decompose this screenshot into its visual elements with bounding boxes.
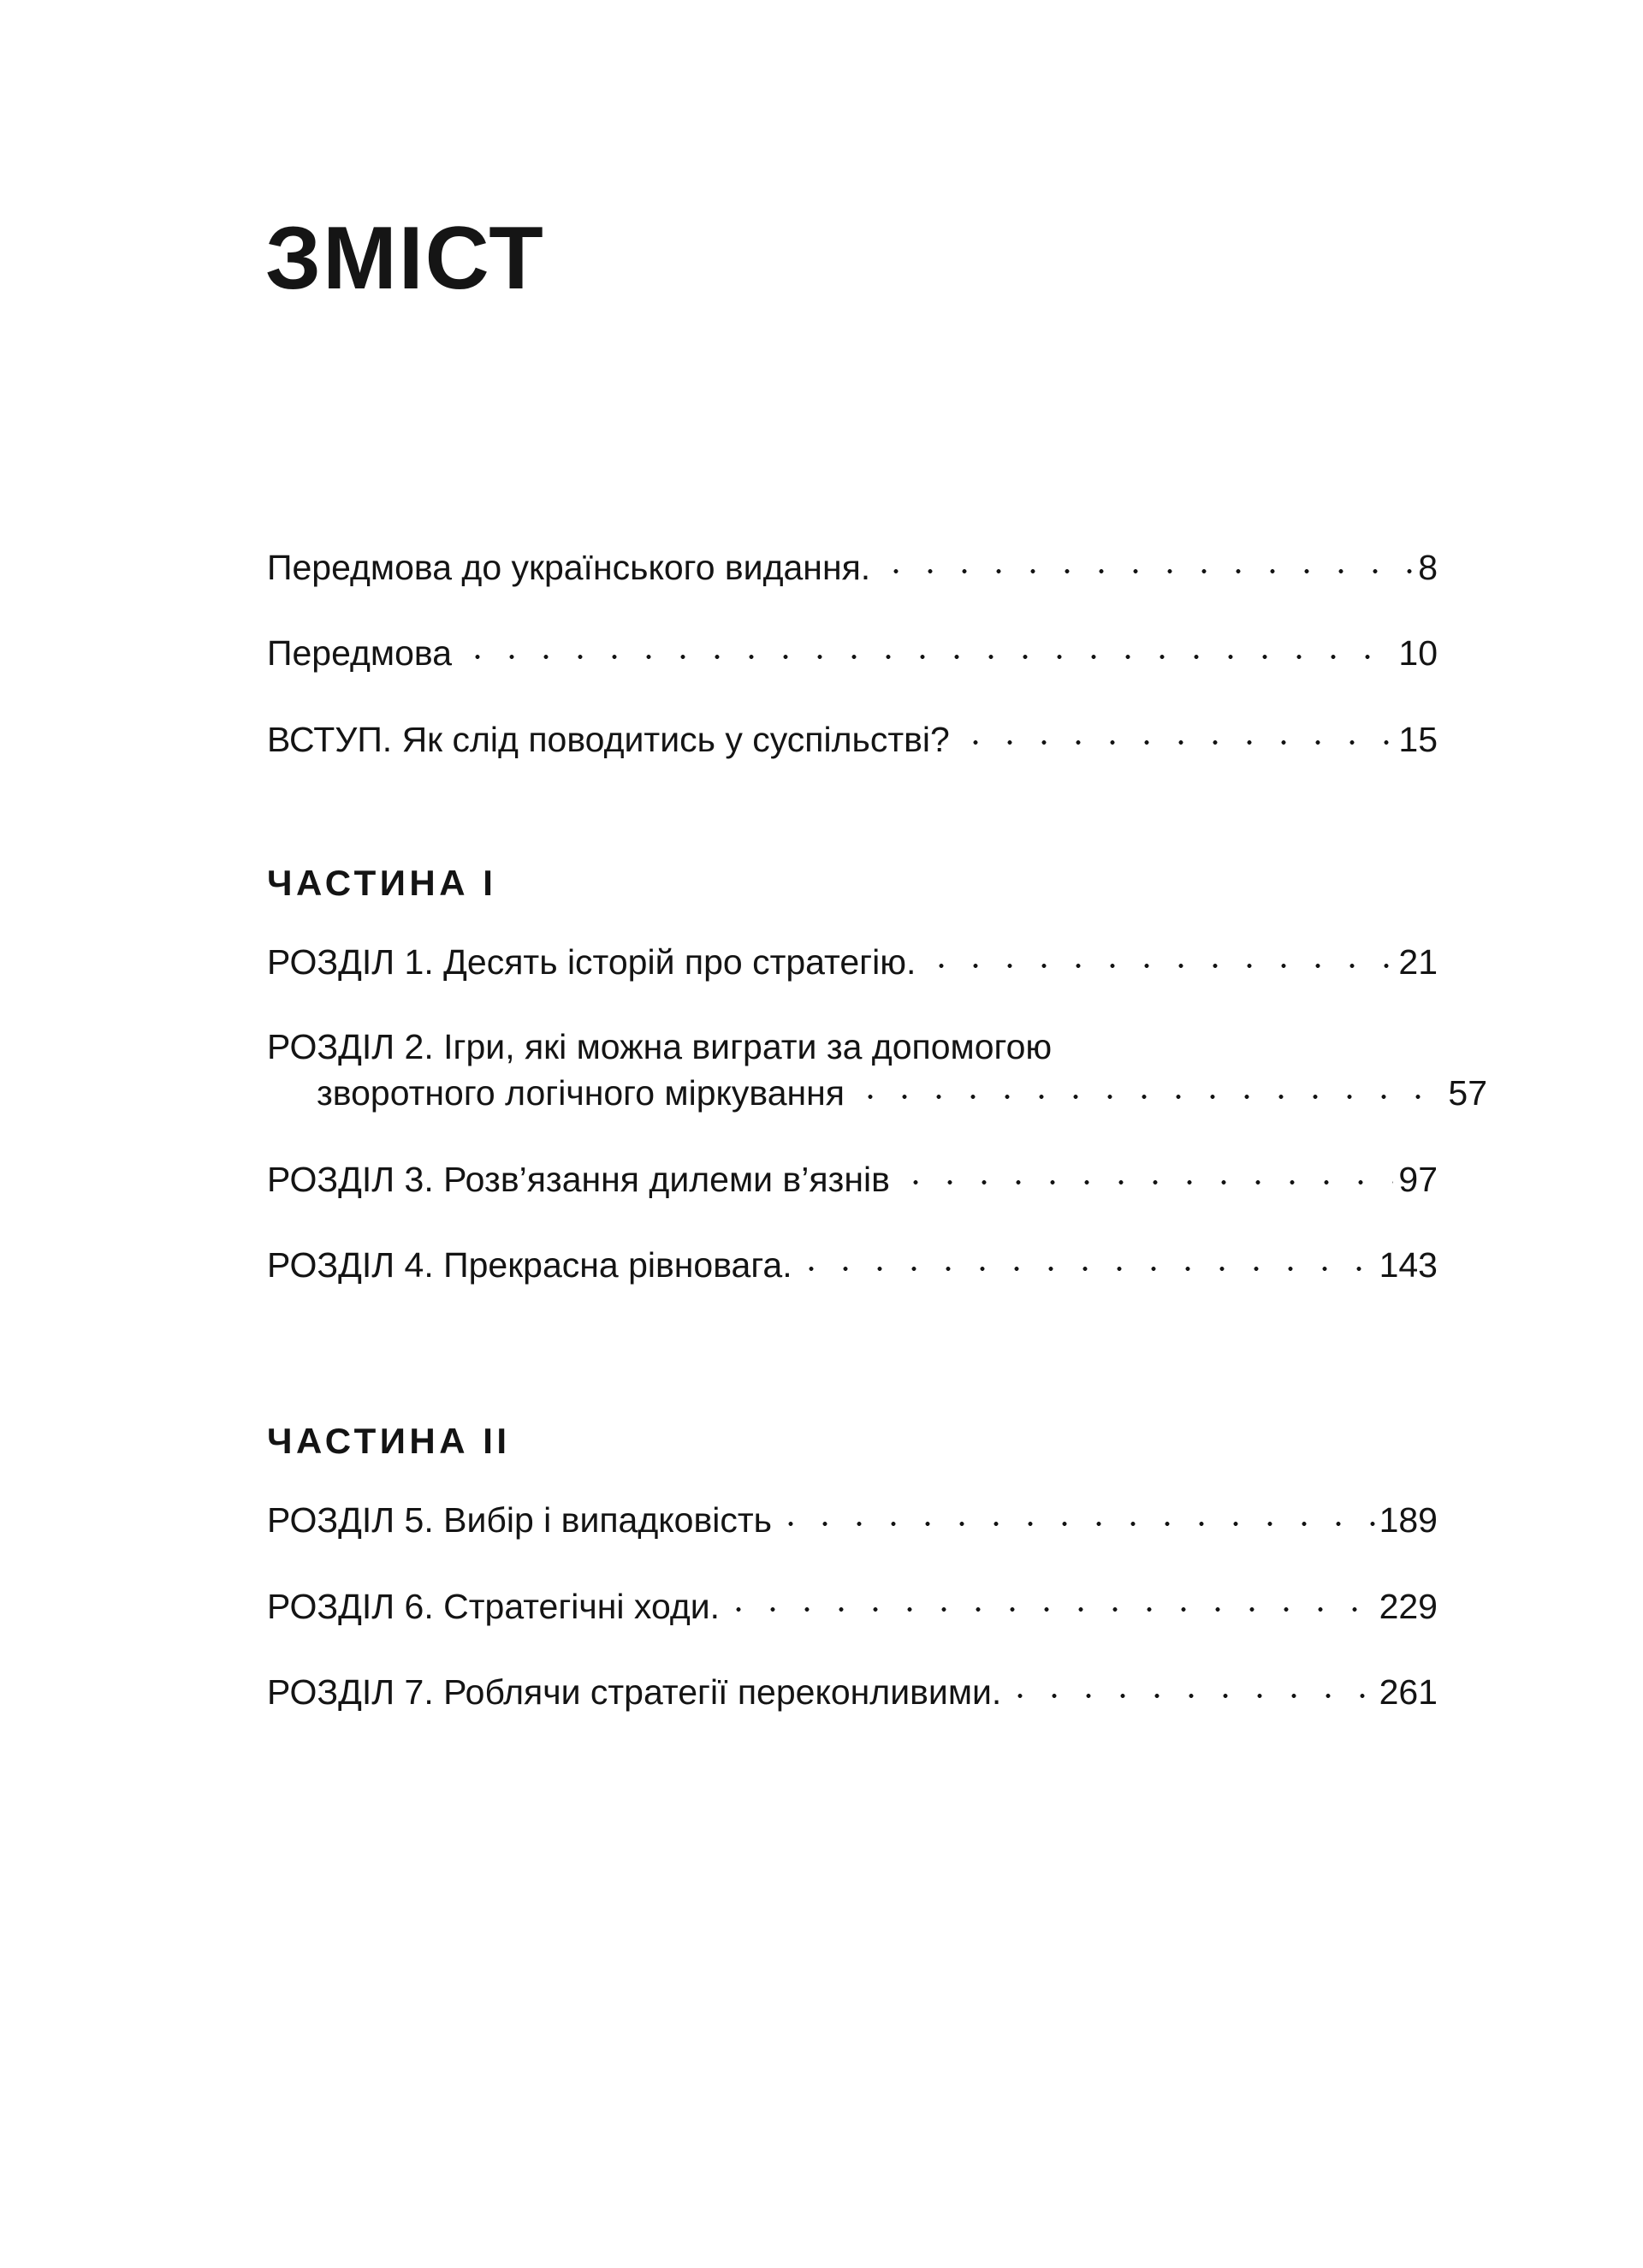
toc-entry-page: 8 (1418, 548, 1438, 587)
toc-entry-title: РОЗДІЛ 1. Десять історій про стратегію. (267, 941, 916, 982)
toc-entry-title: РОЗДІЛ 6. Стратегічні ходи. (267, 1586, 721, 1626)
dot-leader (1003, 1669, 1377, 1704)
toc-entry-title-continued: зворотного логічного міркування (317, 1073, 845, 1113)
toc-entry-title: РОЗДІЛ 7. Роблячи стратегії переконливими. (267, 1671, 1002, 1712)
toc-entry[interactable] (267, 630, 1438, 676)
section-gap (267, 1288, 1438, 1423)
toc-entry-title: Передмова (267, 633, 453, 674)
toc-entry-page: 143 (1379, 1245, 1438, 1285)
toc-entry[interactable] (267, 716, 1438, 763)
toc-entry-title: ВСТУП. Як слід поводитись у суспільстві? (267, 719, 950, 759)
toc-entry-page: 189 (1379, 1500, 1438, 1541)
dot-leader (879, 544, 1413, 579)
dot-leader (774, 1497, 1378, 1532)
toc-entry[interactable] (267, 1583, 1438, 1630)
table-of-contents (267, 544, 1487, 1715)
toc-entry[interactable] (267, 939, 1438, 985)
toc-group-part-2 (267, 1423, 1438, 1715)
toc-entry-page: 229 (1379, 1586, 1438, 1626)
toc-entry[interactable] (267, 1669, 1438, 1715)
toc-entry-title: РОЗДІЛ 2. Ігри, які можна виграти за допомогою (267, 1027, 1053, 1067)
dot-leader (853, 1070, 1443, 1105)
section-gap (267, 763, 1438, 865)
dot-leader (899, 1156, 1394, 1191)
toc-entry[interactable] (267, 1497, 1438, 1543)
part-heading: ЧАСТИНА II (267, 1421, 511, 1462)
toc-entry-page: 15 (1398, 719, 1438, 759)
toc-entry-title: РОЗДІЛ 5. Вибір і випадковість (267, 1500, 773, 1541)
toc-entry[interactable] (267, 1156, 1438, 1202)
dot-leader (924, 939, 1393, 974)
dot-leader (794, 1242, 1378, 1277)
toc-entry-title: Передмова до українського видання. (267, 548, 871, 587)
toc-entry-page: 10 (1398, 633, 1438, 674)
part-heading: ЧАСТИНА I (267, 862, 497, 903)
toc-entry-page: 261 (1379, 1671, 1438, 1712)
toc-entry-page: 57 (1448, 1073, 1487, 1113)
dot-leader (958, 716, 1394, 751)
toc-entry-title: РОЗДІЛ 3. Розв’язання дилеми в’язнів (267, 1159, 890, 1199)
toc-entry[interactable] (267, 544, 1438, 591)
dot-leader (721, 1583, 1378, 1618)
toc-group-part-1 (267, 862, 1487, 1288)
toc-entry[interactable] (267, 1242, 1438, 1288)
toc-entry-title: РОЗДІЛ 4. Прекрасна рівновага. (267, 1245, 792, 1285)
dot-leader (460, 630, 1393, 665)
toc-entry-page: 21 (1398, 941, 1438, 982)
toc-group-front-matter (267, 544, 1438, 763)
toc-entry[interactable] (267, 1024, 1487, 1117)
page-title: ЗМІСТ (265, 209, 545, 308)
toc-entry-page: 97 (1398, 1159, 1438, 1199)
